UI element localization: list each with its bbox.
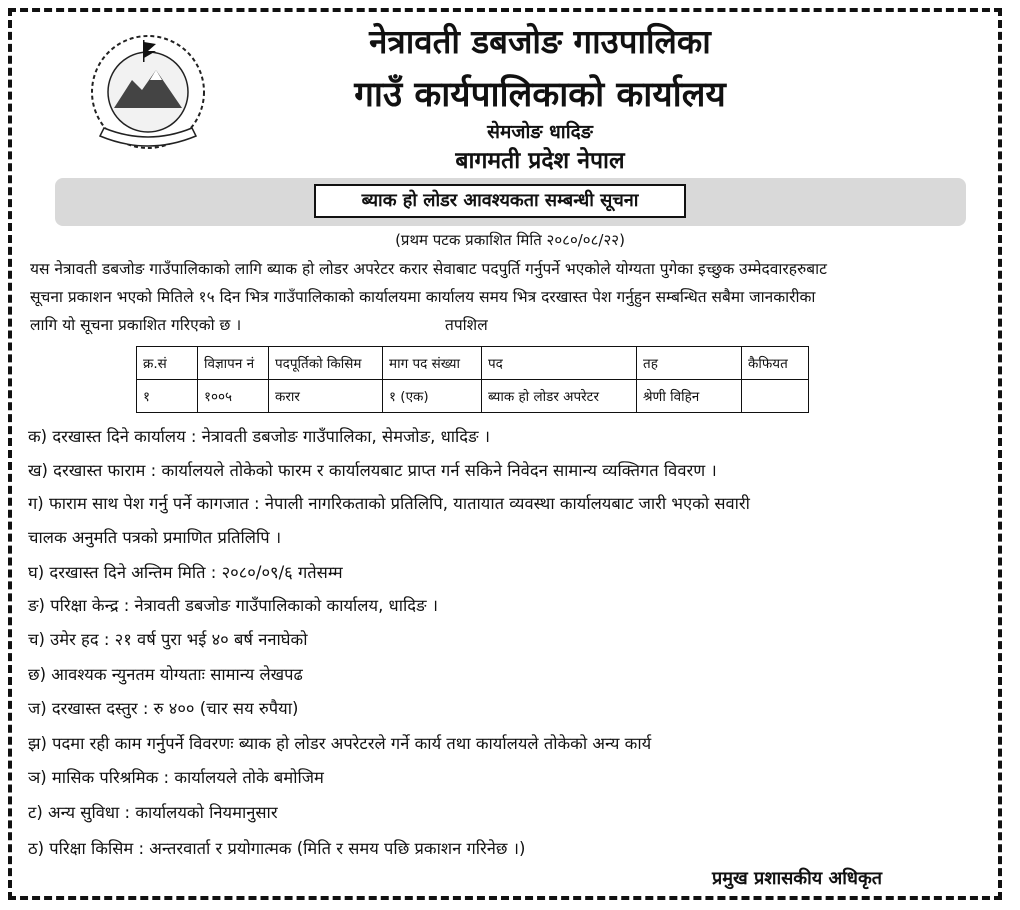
signatory-title: प्रमुख प्रशासकीय अधिकृत [712,868,883,889]
list-item: ख) दरखास्त फाराम : कार्यालयले तोकेको फारम र कार्यालयबाट प्राप्त गर्न सकिने निवेदन सामान्य व्यक्तिगत विवरण । [28,461,717,480]
table-cell: करार [269,380,383,413]
list-item: घ) दरखास्त दिने अन्तिम मिति : २०८०/०९/६ गतेसम्म [28,563,343,582]
office-name: गाउँ कार्यपालिकाको कार्यालय [354,75,726,115]
schedule-heading: तपशिल [445,316,488,334]
list-item: छ) आवश्यक न्युनतम योग्यताः सामान्य लेखपढ [28,665,303,684]
list-item: क) दरखास्त दिने कार्यालय : नेत्रावती डबजोङ गाउँपालिका, सेमजोङ, धादिङ । [28,427,491,446]
list-item: ग) फाराम साथ पेश गर्नु पर्ने कागजात : नेपाली नागरिकताको प्रतिलिपि, यातायात व्यवस्था कार्यालयबाट जारी भएको सवारी [28,494,750,513]
table-cell: ब्याक हो लोडर अपरेटर [482,380,637,413]
table-header-cell: तह [637,347,742,380]
table-cell [742,380,809,413]
list-item: ठ) परिक्षा किसिम : अन्तरवार्ता र प्रयोगात्मक (मिति र समय पछि प्रकाशन गरिनेछ ।) [28,839,526,858]
list-item: च) उमेर हद : २१ वर्ष पुरा भई ४० बर्ष ननाघेको [28,630,308,649]
table-header-cell: विज्ञापन नं [198,347,269,380]
intro-line-3: लागि यो सूचना प्रकाशित गरिएको छ । [30,316,242,334]
table-cell: १ [137,380,198,413]
table-cell: श्रेणी विहिन [637,380,742,413]
table-header-cell: क्र.सं [137,347,198,380]
list-item: ज) दरखास्त दस्तुर : रु ४०० (चार सय रुपैया) [28,699,299,718]
list-item: ट) अन्य सुविधा : कार्यालयको नियमानुसार [28,803,278,822]
list-item: ङ) परिक्षा केन्द्र : नेत्रावती डबजोङ गाउँपालिकाको कार्यालय, धादिङ । [28,596,439,615]
intro-line-1: यस नेत्रावती डबजोङ गाउँपालिकाको लागि ब्याक हो लोडर अपरेटर करार सेवाबाट पदपुर्ति गर्नुपर्ने भएकोले योग्यता पुगेका इच्छुक उम्मेदवारहरुबाट [30,260,827,278]
table-header-cell: पदपूर्तिको किसिम [269,347,383,380]
table-cell: १००५ [198,380,269,413]
office-location: सेमजोङ धादिङ [487,121,593,143]
list-item-continuation: चालक अनुमति पत्रको प्रमाणित प्रतिलिपि । [28,528,282,547]
government-emblem-icon [80,24,216,154]
intro-line-2: सूचना प्रकाशन भएको मितिले १५ दिन भित्र गाउँपालिकाको कार्यालयमा कार्यालय समय भित्र दरखास्त पेश गर्नुहुन सम्बन्धित सबैमा जानकारीका [30,288,816,306]
schedule-table [136,346,809,413]
list-item: झ) पदमा रही काम गर्नुपर्ने विवरणः ब्याक हो लोडर अपरेटरले गर्ने कार्य तथा कार्यालयले तोकेको अन्य कार्य [28,734,652,753]
publish-date: (प्रथम पटक प्रकाशित मिति २०८०/०८/२२) [395,231,625,249]
province-country: बागमती प्रदेश नेपाल [455,148,625,174]
table-header-cell: पद [482,347,637,380]
notice-title: ब्याक हो लोडर आवश्यकता सम्बन्धी सूचना [314,184,686,218]
table-header-row [137,347,809,380]
table-row [137,380,809,413]
table-cell: १ (एक) [383,380,482,413]
table-header-cell: कैफियत [742,347,809,380]
table-header-cell: माग पद संख्या [383,347,482,380]
municipality-name: नेत्रावती डबजोङ गाउपालिका [369,22,711,61]
list-item: ञ) मासिक परिश्रमिक : कार्यालयले तोके बमोजिम [28,768,324,787]
